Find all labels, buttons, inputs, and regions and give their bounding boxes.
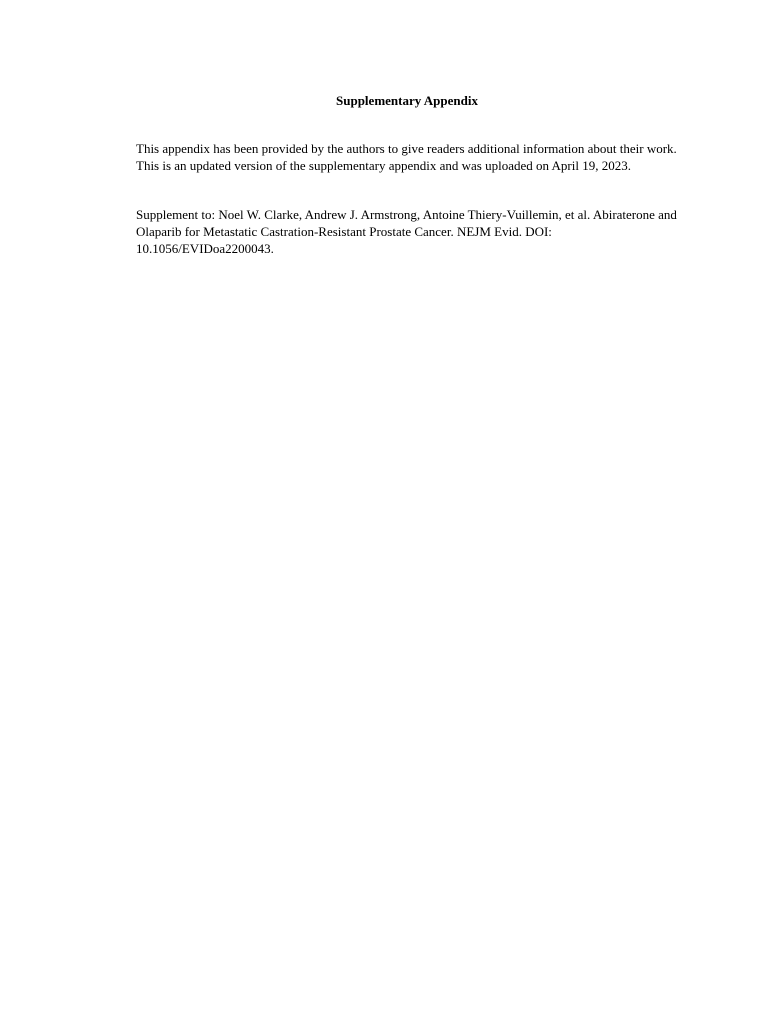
citation-paragraph: Supplement to: Noel W. Clarke, Andrew J. Armstrong, Antoine Thiery-Vuillemin, et al. Abiraterone and Olaparib for Metastatic Castration-Resistant Prostate Cancer. NEJM Evid. DOI: 10.1056/EVIDoa2200043.	[136, 207, 677, 256]
intro-paragraph: This appendix has been provided by the authors to give readers additional information about their work. This is an updated version of the supplementary appendix and was uploaded on April 19, 2023.	[136, 141, 677, 173]
document-title: Supplementary Appendix	[336, 93, 478, 108]
